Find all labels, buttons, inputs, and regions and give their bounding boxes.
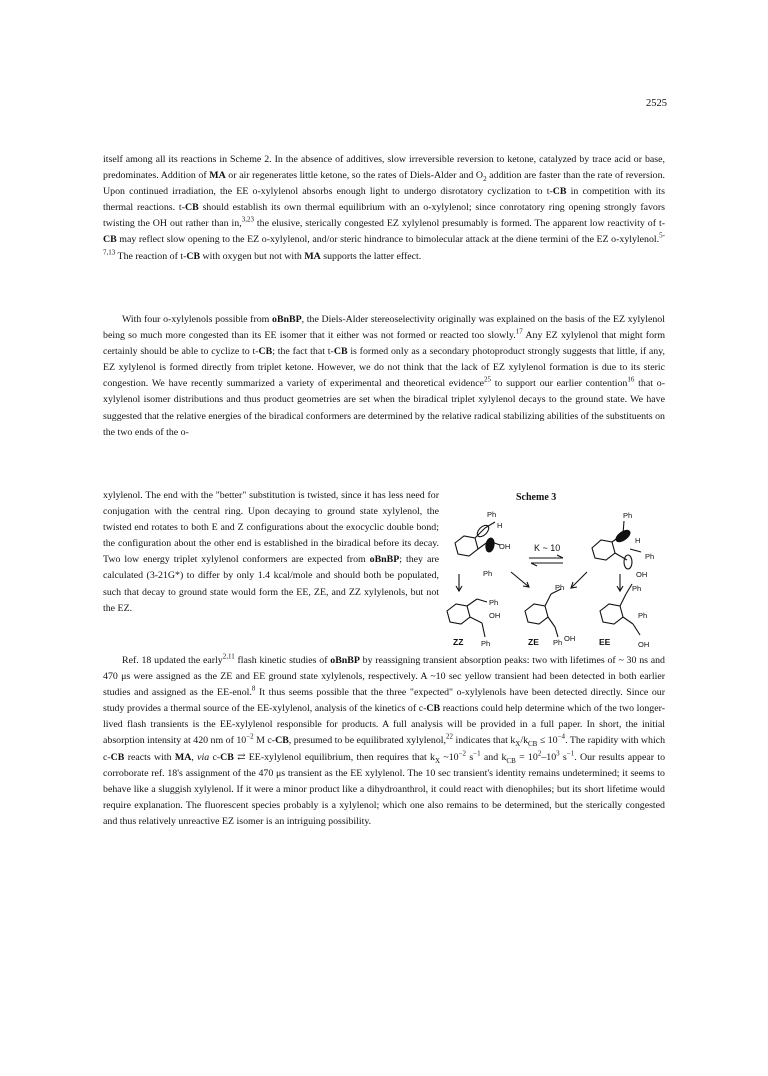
label-oh-ee: OH: [638, 640, 650, 649]
isomer-label-ee: EE: [599, 637, 611, 647]
paragraph-2-continued: xylylenol. The end with the "better" substitution is twisted, since it has less need for conjugation with the central ring. Upon decaying to ground state xylylenol, the twisted end rotates to both E and Z configurations about the exocyclic double bond; the configuration about the other end is established in the biradical before its decay. Two low energy triplet xylylenol conformers are expected from oBnBP; they are calculated (3-21G*) to differ by only 1.4 kcal/mole and should both be populated, such that decay to ground state would form the EE, ZE, and ZZ xylylenols, but not the EZ.: [103, 490, 439, 614]
label-oh-zz: OH: [489, 611, 501, 620]
scheme-3: [437, 488, 667, 653]
scheme-title: Scheme 3: [516, 492, 557, 503]
isomer-label-zz: ZZ: [453, 637, 464, 647]
benzene-ring-top-left: [455, 536, 478, 556]
label-ph-ee: Ph: [638, 611, 648, 620]
equilibrium-constant: K ~ 10: [534, 543, 561, 553]
benzene-ring-ze: [525, 604, 548, 624]
scheme-3-diagram: [437, 488, 667, 653]
benzene-ring-zz: [447, 604, 470, 624]
label-ph-zz-bottom: Ph: [481, 639, 491, 648]
page-number: 2525: [646, 98, 667, 109]
label-oh-right: OH: [636, 570, 648, 579]
label-h-top-left: H: [497, 521, 503, 530]
benzene-ring-ee: [600, 604, 623, 624]
label-ph-ze: Ph: [553, 638, 563, 647]
label-oh-top-left: OH: [499, 542, 511, 551]
isomer-label-ze: ZE: [528, 637, 539, 647]
label-ph-top-right: Ph: [623, 511, 633, 520]
label-ph-right: Ph: [645, 552, 655, 561]
benzene-ring-top-right: [592, 540, 615, 560]
label-ph-mid-left: Ph: [483, 569, 493, 578]
label-h-top-right: H: [635, 536, 641, 545]
label-ph-mid-center: Ph: [555, 583, 565, 592]
label-ph-mid-right: Ph: [632, 584, 642, 593]
paragraph-3: Ref. 18 updated the early$^{2,11}$ flash kinetic studies of oBnBP by reassigning transient absorption peaks: two with lifetimes of ~ 30 ns and 470 μs were assigned as the ZE and EE ground state xylylenols, respectively. A ~10 sec yellow transient had been detected in both earlier studies and assigned as the EE-enol.$^8$ It thus seems possible that the three "expected" o-xylylenols have been detected directly. Since our study provides a thermal source of the EE-xylylenol, analysis of the kinetics of c-CB reactions could help determine which of the two longer-lived flash transients is the EE-xylylenol responsible for products. A full analysis will be provided in a full paper. In short, the initial absorption intensity at 420 nm of $10^{-2}$ M c-CB, presumed to be equilibrated xylylenol,$^{22}$ indicates that $k_X/k_{CB} \le 10^{-4}$. The rapidity with which c-CB reacts with MA, via c-CB ⇄ EE-xylylenol equilibrium, then requires that $k_X$ $\sim 10^{-2}$ $s^{-1}$ and $k_{CB} = 10^2-10^3$ $s^{-1}$. Our results appear to corroborate ref. 18's assignment of the 470 μs transient as the EE xylylenol. The 10 sec transient's identity remains undetermined; it seems to behave like a sluggish xylylenol. If it were a minor product like a dihydroanthrol, it could react with dienophiles; but its short lifetime would require explanation. The fluorescent species probably is a xylylenol; which one also remains to be determined, but the sterically congested and thus relatively unreactive EZ isomer is an intriguing possibility.: [103, 652, 666, 827]
paragraph-1: itself among all its reactions in Scheme 2. In the absence of additives, slow irreversible reversion to ketone, catalyzed by trace acid or base, predominates. Addition of MA or air regenerates little ketone, so the rates of Diels-Alder and $O_2$ addition are faster than the rate of reversion. Upon continued irradiation, the EE o-xylylenol absorbs enough light to undergo disrotatory cyclization to t-CB in competition with its thermal reactions. t-CB should establish its own thermal equilibrium with an o-xylylenol; since conrotatory ring opening strongly favors twisting the OH out rather than in,$^{3,23}$ the elusive, sterically congested EZ xylylenol presumably is formed. The apparent low reactivity of t-CB may reflect slow opening to the EZ o-xylylenol, and/or steric hindrance to bimolecular attack at the diene termini of the EZ o-xylylenol.$^{5-7,13}$ The reaction of t-CB with oxygen but not with MA supports the latter effect.: [103, 154, 665, 262]
label-ph-zz: Ph: [489, 598, 499, 607]
label-ph-top-left: Ph: [487, 510, 497, 519]
paragraph-2: With four o-xylylenols possible from oBnBP, the Diels-Alder stereoselectivity originally was explained on the basis of the EZ xylylenol being so much more congested than its EE isomer that it either was not formed or reacted too slowly.$^{17}$ Any EZ xylylenol that might form certainly should be able to cyclize to t-CB; the fact that t-CB is formed only as a secondary photoproduct strongly suggests that little, if any, EZ xylylenol is formed directly from triplet ketone. However, we do not think that the lack of EZ xylylenol formation is due to its steric congestion. We have recently summarized a variety of experimental and theoretical evidence$^{25}$ to support our earlier contention$^{16}$ that o-xylylenol isomer distributions and thus product geometries are set when the biradical triplet xylylenol decays to the ground state. We have suggested that the relative energies of the biradical conformers are determined by the relative radical stabilizing abilities of the substituents on the two ends of the o-: [103, 314, 666, 438]
label-oh-ze: OH: [564, 634, 576, 643]
